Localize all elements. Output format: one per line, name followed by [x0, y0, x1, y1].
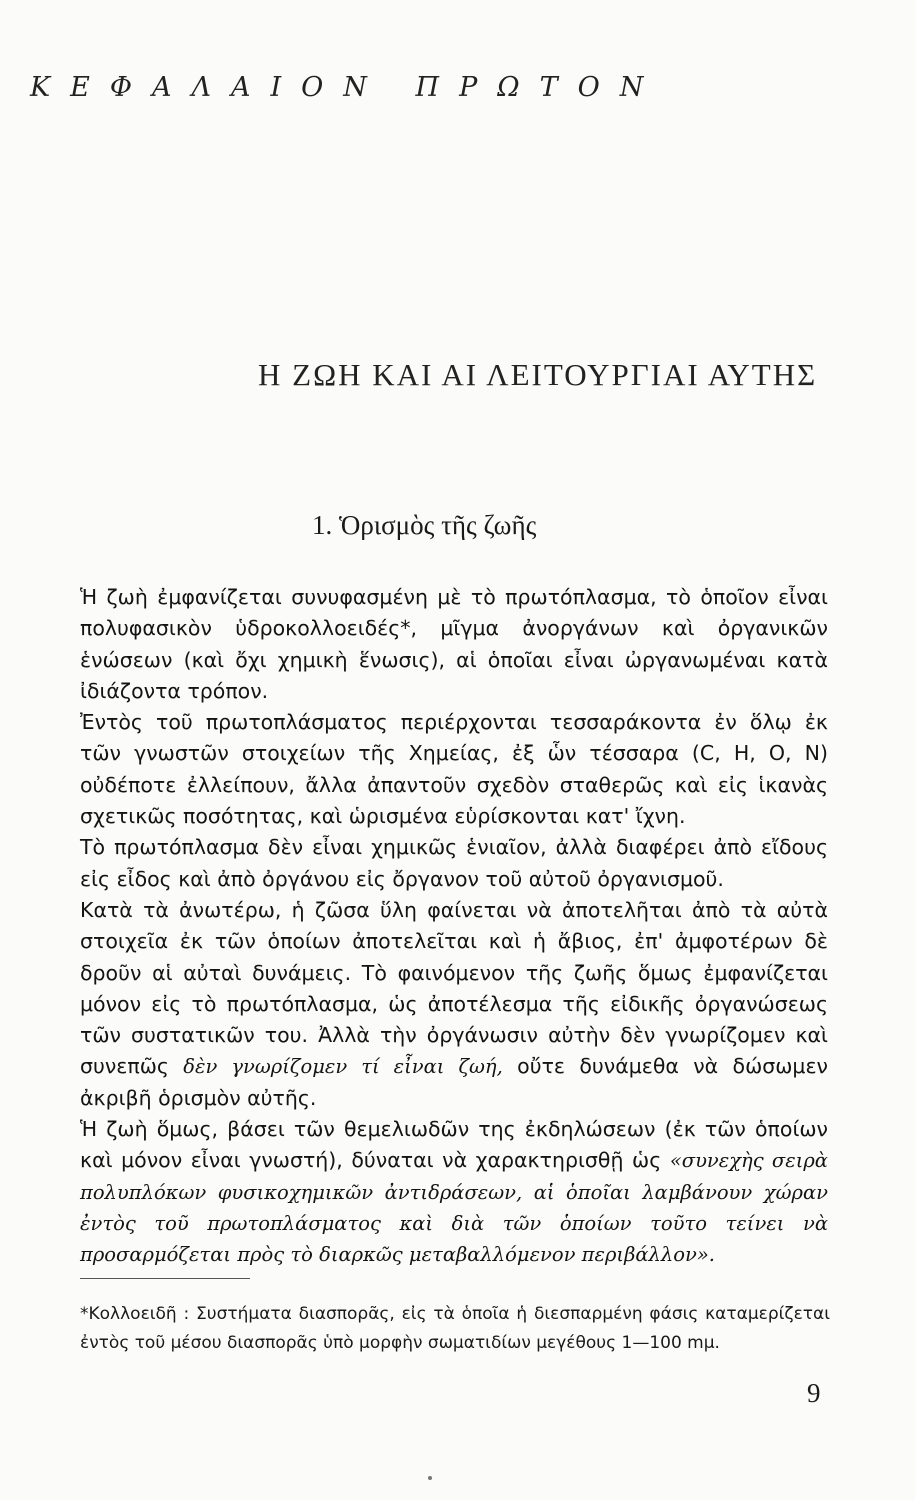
- paragraph-5-definition: «συνεχὴς σειρὰ πολυπλόκων φυσικοχημικῶν ἀντιδράσεων, αἱ ὁποῖαι λαμβάνουν χώραν ἐντὸς τοῦ πρωτοπλάσματος καὶ διὰ τῶν ὁποίων τοῦτο τείνει νὰ προσαρμόζεται πρὸς τὸ διαρκῶς μεταβαλλόμενον περιβάλλον».: [80, 1149, 828, 1267]
- paragraph-5: [80, 1114, 828, 1270]
- footnote: *Κολλοειδῆ : Συστήματα διασπορᾶς, εἰς τὰ ὁποῖα ἡ διεσπαρμένη φάσις καταμερίζεται ἐντὸς τοῦ μέσου διασπορᾶς ὑπὸ μορφὴν σωματιδίων μεγέθους 1—100 mμ.: [80, 1304, 830, 1353]
- footnote-divider: [80, 1278, 250, 1279]
- section-title: Η ΖΩΗ ΚΑΙ ΑΙ ΛΕΙΤΟΥΡΓΙΑΙ ΑΥΤΗΣ: [258, 357, 818, 392]
- paragraph-4-start: Κατὰ τὰ ἀνωτέρω, ἡ ζῶσα ὕλη φαίνεται νὰ ἀποτελῆται ἀπὸ τὰ αὐτὰ στοιχεῖα ἐκ τῶν ὁποίων ἀποτελεῖται καὶ ἡ ἄβιος, ἐπ' ἀμφοτέρων δὲ δροῦν αἱ αὐταὶ δυνάμεις. Τὸ φαινόμενον τῆς ζωῆς ὅμως ἐμφανίζεται μόνον εἰς τὸ πρωτόπλασμα, ὡς ἀποτέλεσμα τῆς εἰδικῆς ὀργανώσεως τῶν συστατικῶν του. Ἀλλὰ τὴν ὀργάνωσιν αὐτὴν δὲν γνωρίζομεν καὶ συνεπῶς: [80, 897, 828, 1079]
- paragraph-4-italic: δὲν γνωρίζομεν τί εἶναι ζωή,: [183, 1055, 503, 1079]
- paragraph-2: Ἐντὸς τοῦ πρωτοπλάσματος περιέρχονται τεσσαράκοντα ἐν ὅλῳ ἐκ τῶν γνωστῶν στοιχείων τῆς Χημείας, ἐξ ὧν τέσσαρα (C, H, O, N) οὐδέποτε ἐλλείπουν, ἄλλα ἀπαντοῦν σχεδὸν σταθερῶς καὶ εἰς ἱκανὰς σχετικῶς ποσότητας, καὶ ὡρισμένα εὑρίσκονται κατ' ἴχνη.: [80, 710, 828, 829]
- chapter-heading: ΚΕΦΑΛΑΙΟΝ ΠΡΩΤΟΝ: [30, 72, 664, 103]
- page-number: 9: [807, 1378, 821, 1408]
- subsection-title: 1. Ὁρισμὸς τῆς ζωῆς: [312, 510, 537, 540]
- paragraph-3: Τὸ πρωτόπλασμα δὲν εἶναι χημικῶς ἑνιαῖον, ἀλλὰ διαφέρει ἀπὸ εἴδους εἰς εἶδος καὶ ἀπὸ ὀργάνου εἰς ὄργανον τοῦ αὐτοῦ ὀργανισμοῦ.: [80, 835, 828, 891]
- paragraph-4-end: οὔτε δυνάμεθα νὰ δώσωμεν ἀκριβῆ ὁρισμὸν αὐτῆς.: [80, 1054, 828, 1110]
- paragraph-1: Ἡ ζωὴ ἐμφανίζεται συνυφασμένη μὲ τὸ πρωτόπλασμα, τὸ ὁποῖον εἶναι πολυφασικὸν ὑδροκολλοειδές*, μῖγμα ἀνοργάνων καὶ ὀργανικῶν ἑνώσεων (καὶ ὄχι χημικὴ ἕνωσις), αἱ ὁποῖαι εἶναι ὠργανωμέναι κατὰ ἰδιάζοντα τρόπον.: [80, 585, 828, 703]
- paper-speck: [428, 1476, 432, 1480]
- paragraph-5-start: Ἡ ζωὴ ὅμως, βάσει τῶν θεμελιωδῶν της ἐκδηλώσεων (ἐκ τῶν ὁποίων καὶ μόνον εἶναι γνωστή), δύναται νὰ χαρακτηρισθῇ ὡς: [80, 1117, 828, 1173]
- paragraph-4: [80, 895, 828, 1114]
- body-text: [80, 582, 828, 1271]
